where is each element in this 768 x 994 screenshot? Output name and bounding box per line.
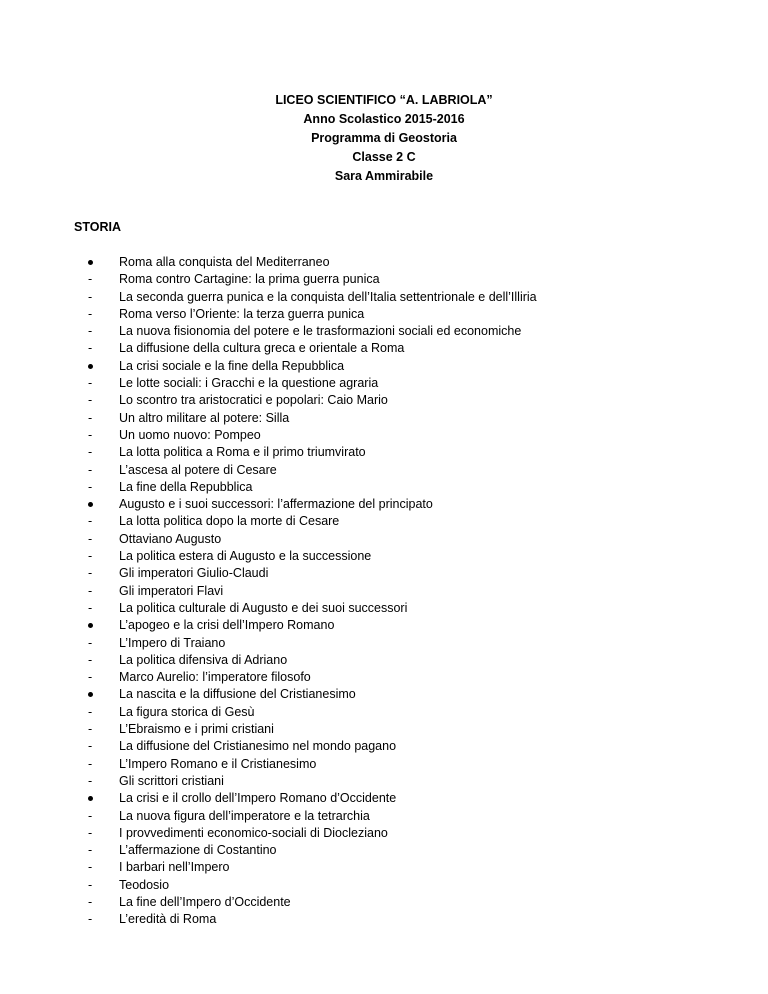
topic-text: La fine dell’Impero d’Occidente — [119, 894, 291, 909]
topic-text: La nascita e la diffusione del Cristianesimo — [119, 687, 356, 702]
topic-text: Roma alla conquista del Mediterraneo — [119, 255, 330, 269]
topic-text: La lotta politica dopo la morte di Cesare — [119, 514, 340, 529]
topic-text: I provvedimenti economico-sociali di Diocleziano — [119, 825, 388, 840]
topic-text: La lotta politica a Roma e il primo triumvirato — [119, 445, 366, 460]
topic-text: I barbari nell’Impero — [119, 860, 230, 875]
topic-text: Teodosio — [119, 877, 170, 892]
topic-text: Roma contro Cartagine: la prima guerra punica — [119, 272, 380, 287]
topic-text: Le lotte sociali: i Gracchi e la questione agraria — [119, 376, 379, 391]
topic-text: L’Ebraismo e i primi cristiani — [119, 722, 274, 737]
topic-text: L’ascesa al potere di Cesare — [119, 462, 277, 477]
topic-text: Un altro militare al potere: Silla — [119, 410, 290, 425]
section-title: STORIA — [74, 220, 121, 234]
topic-text: La fine della Repubblica — [119, 479, 253, 494]
topic-text: Lo scontro tra aristocratici e popolari: Caio Mario — [119, 393, 388, 408]
topic-text: L’Impero Romano e il Cristianesimo — [119, 756, 317, 771]
topic-text: La diffusione del Cristianesimo nel mondo pagano — [119, 739, 397, 754]
topic-text: Gli imperatori Giulio-Claudi — [119, 566, 269, 581]
topic-text: Un uomo nuovo: Pompeo — [119, 427, 261, 442]
topic-text: L’apogeo e la crisi dell’Impero Romano — [119, 618, 335, 633]
topic-text: La figura storica di Gesù — [119, 704, 255, 719]
school-name: LICEO SCIENTIFICO “A. LABRIOLA” — [275, 93, 493, 107]
topic-text: La crisi sociale e la fine della Repubblica — [119, 358, 345, 373]
topic-text: La seconda guerra punica e la conquista dell’Italia settentrionale e dell’Illiria — [119, 289, 537, 304]
topic-text: La crisi e il crollo dell’Impero Romano d’Occidente — [119, 791, 397, 806]
topic-text: La nuova figura dell’imperatore e la tetrarchia — [119, 808, 370, 823]
topic-text: Roma verso l’Oriente: la terza guerra punica — [119, 306, 365, 321]
document-header — [0, 91, 768, 186]
topic-text: L’Impero di Traiano — [119, 635, 226, 650]
topic-text: Ottaviano Augusto — [119, 531, 222, 546]
topic-text: Gli imperatori Flavi — [119, 583, 224, 598]
program-title: Programma di Geostoria — [311, 131, 457, 145]
school-year: Anno Scolastico 2015-2016 — [303, 112, 465, 126]
topic-text: Marco Aurelio: l’imperatore filosofo — [119, 670, 311, 685]
topic-text: Augusto e i suoi successori: l’affermazione del principato — [119, 497, 433, 512]
topic-text: La politica estera di Augusto e la successione — [119, 549, 372, 564]
teacher-name: Sara Ammirabile — [334, 169, 434, 183]
topic-text: L’affermazione di Costantino — [119, 843, 277, 858]
topic-text: La diffusione della cultura greca e orientale a Roma — [119, 341, 405, 356]
topic-text: La politica difensiva di Adriano — [119, 652, 288, 667]
topic-text: Gli scrittori cristiani — [119, 773, 224, 788]
topic-text: La politica culturale di Augusto e dei suoi successori — [119, 600, 408, 615]
class-name: Classe 2 C — [352, 150, 416, 164]
topic-text: L’eredità di Roma — [119, 912, 217, 927]
topic-text: La nuova fisionomia del potere e le trasformazioni sociali ed economiche — [119, 324, 522, 339]
